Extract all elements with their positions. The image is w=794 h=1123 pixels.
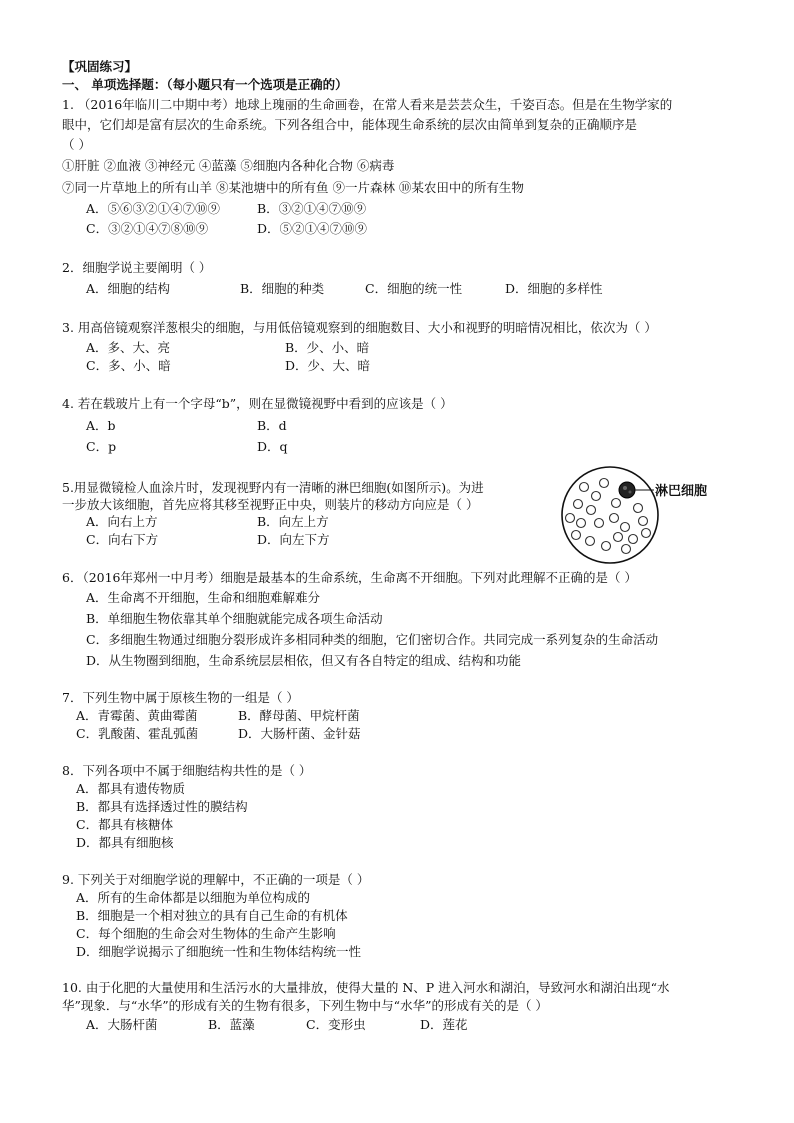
option-a: A．青霉菌、黄曲霉菌 (76, 708, 198, 723)
option-a: A．多、大、亮 (86, 340, 171, 355)
option-d: D．向左下方 (257, 532, 330, 547)
option-b: B．蓝藻 (208, 1017, 255, 1032)
option-a: A．向右上方 (86, 514, 158, 529)
option-d: D．细胞学说揭示了细胞统一性和生物体结构统一性 (76, 944, 362, 959)
option-c: C．向右下方 (86, 532, 159, 547)
option-d: D．细胞的多样性 (505, 281, 603, 296)
option-b: B．细胞的种类 (240, 281, 325, 296)
option-c: C．细胞的统一性 (365, 281, 463, 296)
option-d: D．大肠杆菌、金针菇 (238, 726, 361, 741)
option-b: B．③②①④⑦⑩⑨ (257, 201, 367, 216)
option-d: D．少、大、暗 (285, 358, 371, 373)
microscope-field-figure (554, 463, 734, 568)
option-a: A．生命离不开细胞，生命和细胞难解难分 (86, 590, 321, 605)
option-d: D．从生物圈到细胞，生命系统层层相依，但又有各自特定的组成、结构和功能 (86, 653, 522, 668)
option-a: A．都具有遗传物质 (76, 781, 186, 796)
option-a: A．b (86, 418, 116, 433)
option-c: C．多、小、暗 (86, 358, 171, 373)
question-items: ⑦同一片草地上的所有山羊 ⑧某池塘中的所有鱼 ⑨一片森林 ⑩某农田中的所有生物 (62, 180, 524, 195)
option-b: B．都具有选择透过性的膜结构 (76, 799, 248, 814)
option-a: A．细胞的结构 (86, 281, 171, 296)
option-d: D．莲花 (420, 1017, 468, 1032)
option-c: C．都具有核糖体 (76, 817, 174, 832)
question-text: 2．细胞学说主要阐明（ ） (62, 260, 212, 275)
option-a: A．所有的生命体都是以细胞为单位构成的 (76, 890, 311, 905)
option-d: D．q (257, 439, 288, 454)
option-b: B．细胞是一个相对独立的具有自己生命的有机体 (76, 908, 348, 923)
question-text: 9. 下列关于对细胞学说的理解中，不正确的一项是（ ） (62, 872, 370, 887)
question-text: 3. 用高倍镜观察洋葱根尖的细胞，与用低倍镜观察到的细胞数目、大小和视野的明暗情况相比，依次为（ ） (62, 320, 657, 335)
question-items: ①肝脏 ②血液 ③神经元 ④蓝藻 ⑤细胞内各种化合物 ⑥病毒 (62, 158, 395, 173)
heading: 【巩固练习】 (62, 59, 138, 74)
question-text: 6．（2016年郑州一中月考）细胞是最基本的生命系统，生命离不开细胞。下列对此理解不正确的是（ ） (62, 570, 637, 585)
question-text: 一步放大该细胞，首先应将其移至视野正中央，则装片的移动方向应是（ ） (62, 497, 479, 512)
question-text: 1. （2016年临川二中期中考）地球上瑰丽的生命画卷，在常人看来是芸芸众生，千姿百态。但是在生物学家的 (62, 97, 673, 112)
option-b: B．酵母菌、甲烷杆菌 (238, 708, 360, 723)
option-d: D．都具有细胞核 (76, 835, 174, 850)
question-text: 7．下列生物中属于原核生物的一组是（ ） (62, 690, 299, 705)
option-a: A．大肠杆菌 (86, 1017, 158, 1032)
question-text: 10. 由于化肥的大量使用和生活污水的大量排放，使得大量的 N、P 进入河水和湖泊，导致河水和湖泊出现“水 (62, 980, 670, 995)
option-b: B．少、小、暗 (285, 340, 370, 355)
option-c: C．多细胞生物通过细胞分裂形成许多相同种类的细胞，它们密切合作。共同完成一系列复杂的生命活动 (86, 632, 659, 647)
lymphocyte-cell (619, 482, 635, 498)
option-c: C．每个细胞的生命会对生物体的生命产生影响 (76, 926, 336, 941)
option-b: B．向左上方 (257, 514, 329, 529)
option-a: A．⑤⑥③②①④⑦⑩⑨ (86, 201, 221, 216)
question-text: 4. 若在载玻片上有一个字母“b”，则在显微镜视野中看到的应该是（ ） (62, 396, 453, 411)
option-c: C．③②①④⑦⑧⑩⑨ (86, 221, 209, 236)
option-b: B．单细胞生物依靠其单个细胞就能完成各项生命活动 (86, 611, 383, 626)
question-text: 眼中，它们却是富有层次的生命系统。下列各组合中，能体现生命系统的层次由简单到复杂的正确顺序是 (62, 117, 638, 132)
section-title: 一、 单项选择题：（每小题只有一个选项是正确的） (62, 77, 348, 92)
figure-label: 淋巴细胞 (655, 484, 708, 499)
option-c: C．变形虫 (306, 1017, 366, 1032)
option-c: C．乳酸菌、霍乱弧菌 (76, 726, 199, 741)
option-c: C．p (86, 439, 117, 454)
question-text: 8．下列各项中不属于细胞结构共性的是（ ） (62, 763, 312, 778)
option-d: D．⑤②①④⑦⑩⑨ (257, 221, 368, 236)
answer-blank: （ ） (62, 137, 91, 152)
option-b: B．d (257, 418, 287, 433)
question-text: 5.用显微镜检人血涂片时，发现视野内有一清晰的淋巴细胞(如图所示)。为进 (62, 480, 484, 495)
question-text: 华”现象．与“水华”的形成有关的生物有很多，下列生物中与“水华”的形成有关的是（ ） (62, 998, 548, 1013)
